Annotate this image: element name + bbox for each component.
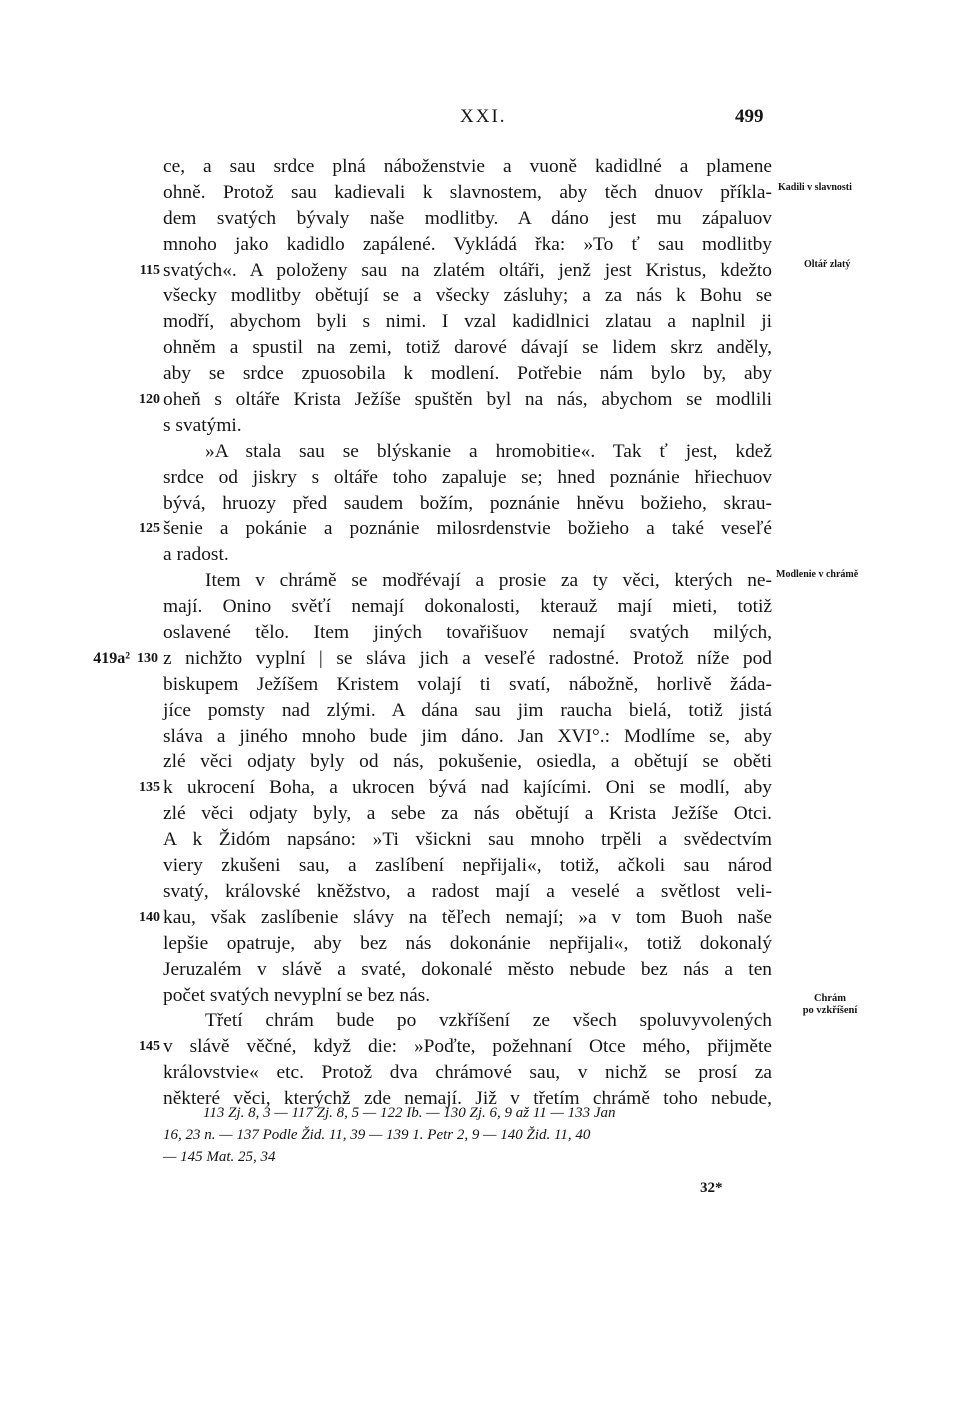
text-line — [0, 439, 960, 465]
text-line — [0, 698, 960, 724]
line-text: ce, a sau srdce plná náboženstvie a vuoně kadidlné a plamene — [163, 156, 772, 177]
text-line — [0, 594, 960, 620]
line-number: 145 — [139, 1039, 160, 1055]
text-line — [0, 361, 960, 387]
line-text: mají. Onino svěťí nemají dokonalosti, kterauž mají mieti, totiž — [163, 596, 772, 618]
text-line — [0, 827, 960, 853]
line-number: 125 — [139, 521, 160, 537]
text-line — [0, 957, 960, 983]
line-text: královstvie« etc. Protož dva chrámové sau, v nichž se prosí za — [163, 1062, 772, 1084]
line-text: lepšie opatruje, aby bez nás dokonánie nepřijali«, totiž dokonalý — [163, 932, 772, 954]
line-number: 135 — [139, 780, 160, 796]
footnote-line: 16, 23 n. — 137 Podle Žid. 11, 39 — 139 1. Petr 2, 9 — 140 Žid. 11, 40 — [163, 1127, 591, 1143]
line-text: viery zkušeni sau, a zaslíbení nepřijali«, totiž, ačkoli sau národ — [163, 855, 772, 877]
line-text: všecky modlitby obětují se a všecky zásluhy; a za nás k Bohu se — [163, 285, 772, 307]
footnotes — [163, 1102, 772, 1168]
line-text: mnoho jako kadidlo zapálené. Vykládá řka: »To ť sau modlitby — [163, 233, 772, 255]
text-line — [0, 724, 960, 750]
folio-marker: 419a² — [93, 649, 130, 667]
marginal-note-chram-top: Chrám — [813, 993, 847, 1004]
text-line — [0, 853, 960, 879]
line-number: 120 — [139, 392, 160, 408]
line-text: oslavené tělo. Item jiných tovařišuov nemají svatých milých, — [163, 622, 772, 644]
line-text: některé věci, kterýchž zde nemají. Již v třetím chrámě toho nebude, — [163, 1088, 772, 1110]
line-text: bývá, hruozy před saudem božím, poznánie hněvu božieho, skrau- — [163, 492, 772, 514]
line-text: A k Židóm napsáno: »Ti všickni sau mnoho trpěli a svědectvím — [163, 829, 772, 851]
signature-mark: 32* — [700, 1180, 723, 1196]
text-line — [0, 413, 960, 439]
line-text: zlé věci odjaty byly od nás, pokušenie, osiedla, a obětují se oběti — [163, 751, 772, 773]
line-number: 140 — [139, 909, 160, 925]
footnote-line: 113 Zj. 8, 3 — 117 Zj. 8, 5 — 122 Ib. — 130 Zj. 6, 9 až 11 — 133 Jan — [203, 1105, 616, 1121]
line-text: Třetí chrám bude po vzkříšení ze všech spoluvyvolených — [205, 1010, 772, 1032]
line-text: Item v chrámě se modřévají a prosie za ty věci, kterých ne- — [205, 570, 772, 592]
line-text: »A stala sau se blýskanie a hromobitie«. Tak ť jest, kdež — [205, 440, 772, 462]
line-text: biskupem Ježíšem Kristem volají ti svatí, nábožně, horlivě žáda- — [163, 673, 772, 695]
line-text: aby se srdce zpuosobila k modlení. Potřebie nám bylo by, aby — [163, 363, 772, 385]
line-text: a radost. — [163, 544, 229, 566]
text-line — [0, 465, 960, 491]
text-line — [0, 672, 960, 698]
text-line — [0, 620, 960, 646]
line-text: dem svatých bývaly naše modlitby. A dáno jest mu zápaluov — [163, 207, 772, 229]
text-line — [0, 516, 960, 542]
text-line — [0, 491, 960, 517]
text-line — [0, 931, 960, 957]
line-text: zlé věci odjaty byly, a sebe za nás obětují a Krista Ježíše Otci. — [163, 803, 772, 825]
line-text: modří, abychom byli s nimi. I vzal kadidlnici zlatau a naplnil ji — [163, 311, 772, 333]
text-line — [0, 879, 960, 905]
line-text: jíce pomsty nad zlými. A dána sau jim raucha bielá, totiž jistá — [163, 699, 772, 721]
text-line — [0, 154, 960, 180]
text-line — [0, 646, 960, 672]
line-text: Jeruzalém v slávě a svaté, dokonalé město nebude bez nás a ten — [163, 958, 772, 980]
marginal-note-oltar: Oltář zlatý — [804, 259, 851, 270]
main-text — [0, 154, 960, 1112]
line-text: v slávě věčné, když die: »Poďte, požehnaní Otce mého, přijměte — [163, 1036, 772, 1058]
line-text: sláva a jiného mnoho bude jim dáno. Jan XVI°.: Modlíme se, aby — [163, 725, 772, 747]
line-text: ohně. Protož sau kadievali k slavnostem, aby těch dnuov příkla- — [163, 181, 772, 203]
line-number: 115 — [139, 262, 160, 278]
line-text: ohněm a spustil na zemi, totiž darové dávají se lidem skrz anděly, — [163, 337, 772, 359]
text-line — [0, 335, 960, 361]
marginal-note-kadili: Kadili v slavnosti — [778, 182, 852, 193]
text-line — [0, 905, 960, 931]
text-line — [0, 775, 960, 801]
text-line — [0, 1060, 960, 1086]
text-line — [0, 283, 960, 309]
line-text: oheň s oltáře Krista Ježíše spuštěn byl na nás, abychom se modlili — [163, 389, 772, 411]
line-text: srdce od jiskry s oltáře toho zapaluje se; hned poznánie hřiechuov — [163, 466, 772, 488]
footnote-line: — 145 Mat. 25, 34 — [163, 1149, 276, 1165]
marginal-note-chram-bottom: po vzkříšení — [802, 1005, 858, 1016]
text-line — [0, 232, 960, 258]
text-line — [0, 206, 960, 232]
text-line — [0, 309, 960, 335]
line-number: 130 — [137, 650, 158, 666]
running-header-section: XXI. — [460, 106, 507, 127]
text-line — [0, 542, 960, 568]
line-text: svatý, královské kněžstvo, a radost mají a veselé a světlost veli- — [163, 880, 772, 902]
page-number: 499 — [735, 106, 764, 127]
line-text: s svatými. — [163, 414, 242, 436]
text-line — [0, 749, 960, 775]
line-text: kau, však zaslíbenie slávy na těľech nemají; »a v tom Buoh naše — [163, 906, 772, 928]
line-text: z nichžto vyplní | se sláva jich a veseľé radostné. Protož níže pod — [163, 647, 772, 669]
line-text: šenie a pokánie a poznánie milosrdenstvie božieho a také veseľé — [163, 518, 772, 540]
marginal-note-modleni: Modlenie v chrámě — [776, 569, 859, 580]
text-line — [0, 801, 960, 827]
text-line — [0, 1034, 960, 1060]
text-line — [0, 387, 960, 413]
line-text: k ukrocení Boha, a ukrocen bývá nad kajícími. Oni se modlí, aby — [163, 777, 772, 799]
line-text: počet svatých nevyplní se bez nás. — [163, 984, 431, 1006]
line-text: svatých«. A položeny sau na zlatém oltáři, jenž jest Kristus, kdežto — [163, 259, 772, 281]
